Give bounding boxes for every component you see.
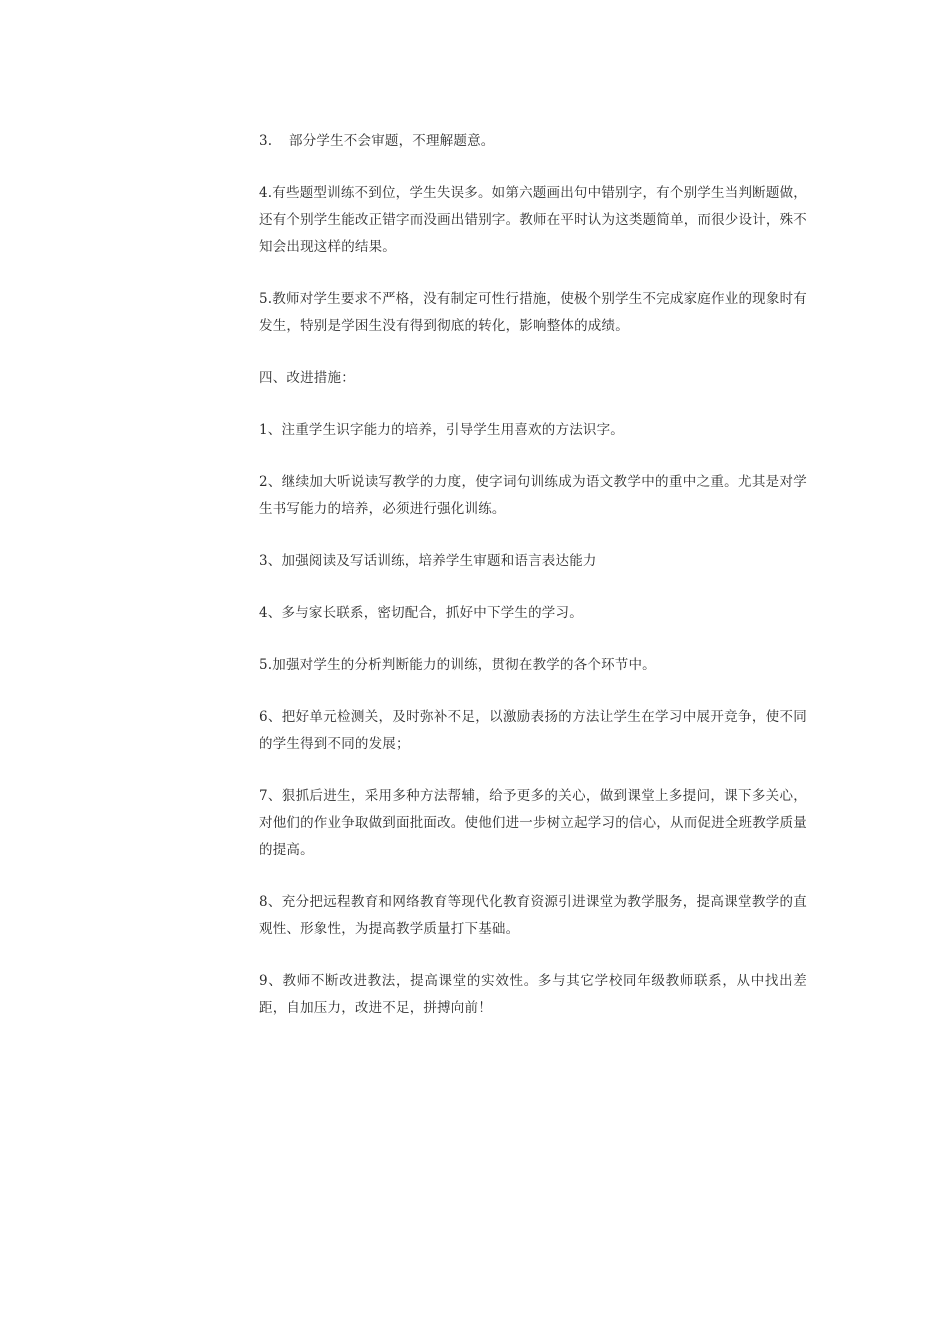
paragraph-measure-7: 7、狠抓后进生，采用多种方法帮辅，给予更多的关心，做到课堂上多提问，课下多关心，对他们的作业争取做到面批面改。使他们进一步树立起学习的信心，从而促进全班教学质量的提高。 bbox=[259, 788, 807, 858]
paragraph-measure-9: 9、教师不断改进教法，提高课堂的实效性。多与其它学校同年级教师联系，从中找出差距，自加压力，改进不足，拼搏向前！ bbox=[259, 973, 807, 1016]
document-body bbox=[259, 128, 807, 1047]
paragraph-text: 部分学生不会审题，不理解题意。 bbox=[289, 133, 495, 149]
paragraph-issue-4: 4.有些题型训练不到位，学生失误多。如第六题画出句中错别字，有个别学生当判断题做，还有个别学生能改正错字而没画出错别字。教师在平时认为这类题简单，而很少设计，殊不知会出现这样的结果。 bbox=[259, 185, 807, 255]
paragraph-measure-4: 4、多与家长联系，密切配合，抓好中下学生的学习。 bbox=[259, 605, 583, 621]
paragraph-issue-5: 5.教师对学生要求不严格，没有制定可性行措施，使极个别学生不完成家庭作业的现象时有发生，特别是学困生没有得到彻底的转化，影响整体的成绩。 bbox=[259, 291, 807, 334]
paragraph-measure-3: 3、加强阅读及写话训练，培养学生审题和语言表达能力 bbox=[259, 553, 597, 569]
paragraph-number: 3. bbox=[259, 133, 273, 149]
paragraph-measure-5: 5.加强对学生的分析判断能力的训练，贯彻在教学的各个环节中。 bbox=[259, 657, 656, 673]
section-heading-improvements: 四、改进措施： bbox=[259, 370, 355, 386]
paragraph-measure-1: 1、注重学生识字能力的培养，引导学生用喜欢的方法识字。 bbox=[259, 422, 624, 438]
paragraph-measure-6: 6、把好单元检测关，及时弥补不足，以激励表扬的方法让学生在学习中展开竞争，使不同的学生得到不同的发展； bbox=[259, 709, 807, 752]
paragraph-issue-3 bbox=[259, 128, 807, 155]
paragraph-measure-2: 2、继续加大听说读写教学的力度，使字词句训练成为语文教学中的重中之重。尤其是对学生书写能力的培养，必须进行强化训练。 bbox=[259, 474, 807, 517]
paragraph-measure-8: 8、充分把远程教育和网络教育等现代化教育资源引进课堂为教学服务，提高课堂教学的直观性、形象性，为提高教学质量打下基础。 bbox=[259, 894, 807, 937]
